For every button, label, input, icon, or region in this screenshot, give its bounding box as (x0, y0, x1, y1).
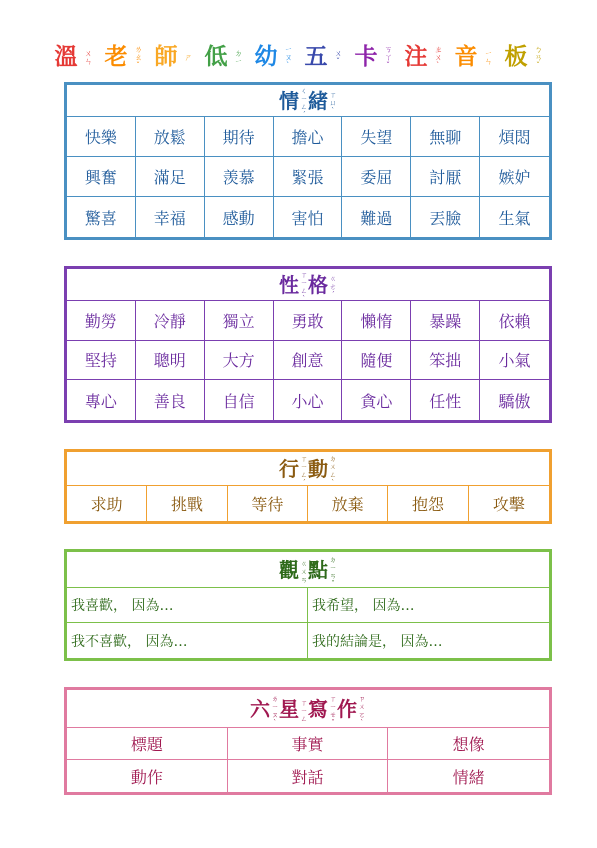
word-card: 標題 (67, 728, 228, 760)
word-card: 害怕 (274, 197, 343, 237)
section-emotion (64, 82, 552, 240)
section-heading: 六 ㄌㄧㄡˋ星 ㄒㄧㄥ寫 ㄒㄧㄝˇ作 ㄗㄨㄛˋ (67, 690, 549, 728)
word-card: 懶惰 (342, 301, 411, 341)
word-card: 驚喜 (67, 197, 136, 237)
word-card: 幸福 (136, 197, 205, 237)
section-viewpoint (64, 549, 552, 661)
word-card: 感動 (205, 197, 274, 237)
word-card: 善良 (136, 380, 205, 420)
word-card: 擔心 (274, 117, 343, 157)
section-action (64, 449, 552, 524)
title-char: 溫 ㄨㄣ (54, 43, 94, 70)
section-heading: 觀 ㄍㄨㄢ點 ㄉㄧㄢˇ (67, 552, 549, 588)
word-card: 攻擊 (492, 495, 525, 514)
word-card: 挑戰 (147, 486, 227, 521)
word-card: 聰明 (136, 341, 205, 381)
word-card: 對話 (228, 760, 389, 792)
word-card: 勤勞 (67, 301, 136, 341)
word-card: 勇敢 (274, 301, 343, 341)
word-card: 堅持 (67, 341, 136, 381)
word-card: 獨立 (205, 301, 274, 341)
section-six-star (64, 687, 552, 795)
section-heading: 性 ㄒㄧㄥˋ格 ㄍㄜˊ (67, 269, 549, 301)
word-card: 情緒 (452, 767, 485, 787)
word-card: 冷靜 (136, 301, 205, 341)
word-card: 委屈 (342, 157, 411, 197)
word-card: 煩悶 (480, 117, 549, 157)
word-card: 任性 (411, 380, 480, 420)
word-card: 我喜歡， 因為… (67, 588, 308, 623)
word-card: 抱怨 (388, 486, 468, 521)
title-char: 卡 ㄎㄚˇ (354, 43, 394, 70)
word-card: 滿足 (136, 157, 205, 197)
title-char: 低 ㄉㄧ (204, 43, 244, 70)
section-heading: 情 ㄑㄧㄥˊ緒 ㄒㄩˋ (67, 85, 549, 117)
word-card: 我希望， 因為… (308, 588, 549, 623)
title-char: 老 ㄌㄠˇ (104, 43, 144, 70)
word-card: 笨拙 (411, 341, 480, 381)
word-card: 自信 (205, 380, 274, 420)
word-card: 期待 (205, 117, 274, 157)
word-card: 創意 (274, 341, 343, 381)
page-title (0, 38, 597, 71)
word-card: 興奮 (67, 157, 136, 197)
section-personality (64, 266, 552, 423)
word-card: 嫉妒 (480, 157, 549, 197)
section-heading: 行 ㄒㄧㄥˊ動 ㄉㄨㄥˋ (67, 452, 549, 486)
word-card: 專心 (67, 380, 136, 420)
word-card: 失望 (342, 117, 411, 157)
word-card: 等待 (228, 486, 308, 521)
title-char: 注 ㄓㄨˋ (404, 43, 444, 70)
word-card: 驕傲 (498, 391, 531, 411)
title-char: 師 ㄕ (154, 43, 194, 70)
word-card: 無聊 (411, 117, 480, 157)
word-card: 生氣 (498, 208, 531, 228)
word-card: 大方 (205, 341, 274, 381)
word-card: 討厭 (411, 157, 480, 197)
word-card: 小心 (274, 380, 343, 420)
word-card: 我不喜歡， 因為… (67, 623, 308, 658)
word-card: 放鬆 (136, 117, 205, 157)
word-card: 想像 (388, 728, 549, 760)
word-card: 依賴 (480, 301, 549, 341)
title-char: 板 ㄅㄢˇ (504, 43, 544, 70)
word-card: 我的結論是， 因為… (312, 633, 443, 650)
word-card: 隨便 (342, 341, 411, 381)
word-card: 暴躁 (411, 301, 480, 341)
word-card: 事實 (228, 728, 389, 760)
word-card: 丟臉 (411, 197, 480, 237)
word-card: 羡慕 (205, 157, 274, 197)
word-card: 小氣 (480, 341, 549, 381)
word-card: 快樂 (67, 117, 136, 157)
word-card: 貪心 (342, 380, 411, 420)
title-char: 音 ㄧㄣ (454, 43, 494, 70)
word-card: 求助 (67, 486, 147, 521)
title-char: 幼 ㄧㄡˋ (254, 43, 294, 70)
word-card: 難過 (342, 197, 411, 237)
word-card: 放棄 (308, 486, 388, 521)
title-char: 五 ㄨˇ (304, 43, 344, 70)
word-card: 動作 (67, 760, 228, 792)
word-card: 緊張 (274, 157, 343, 197)
